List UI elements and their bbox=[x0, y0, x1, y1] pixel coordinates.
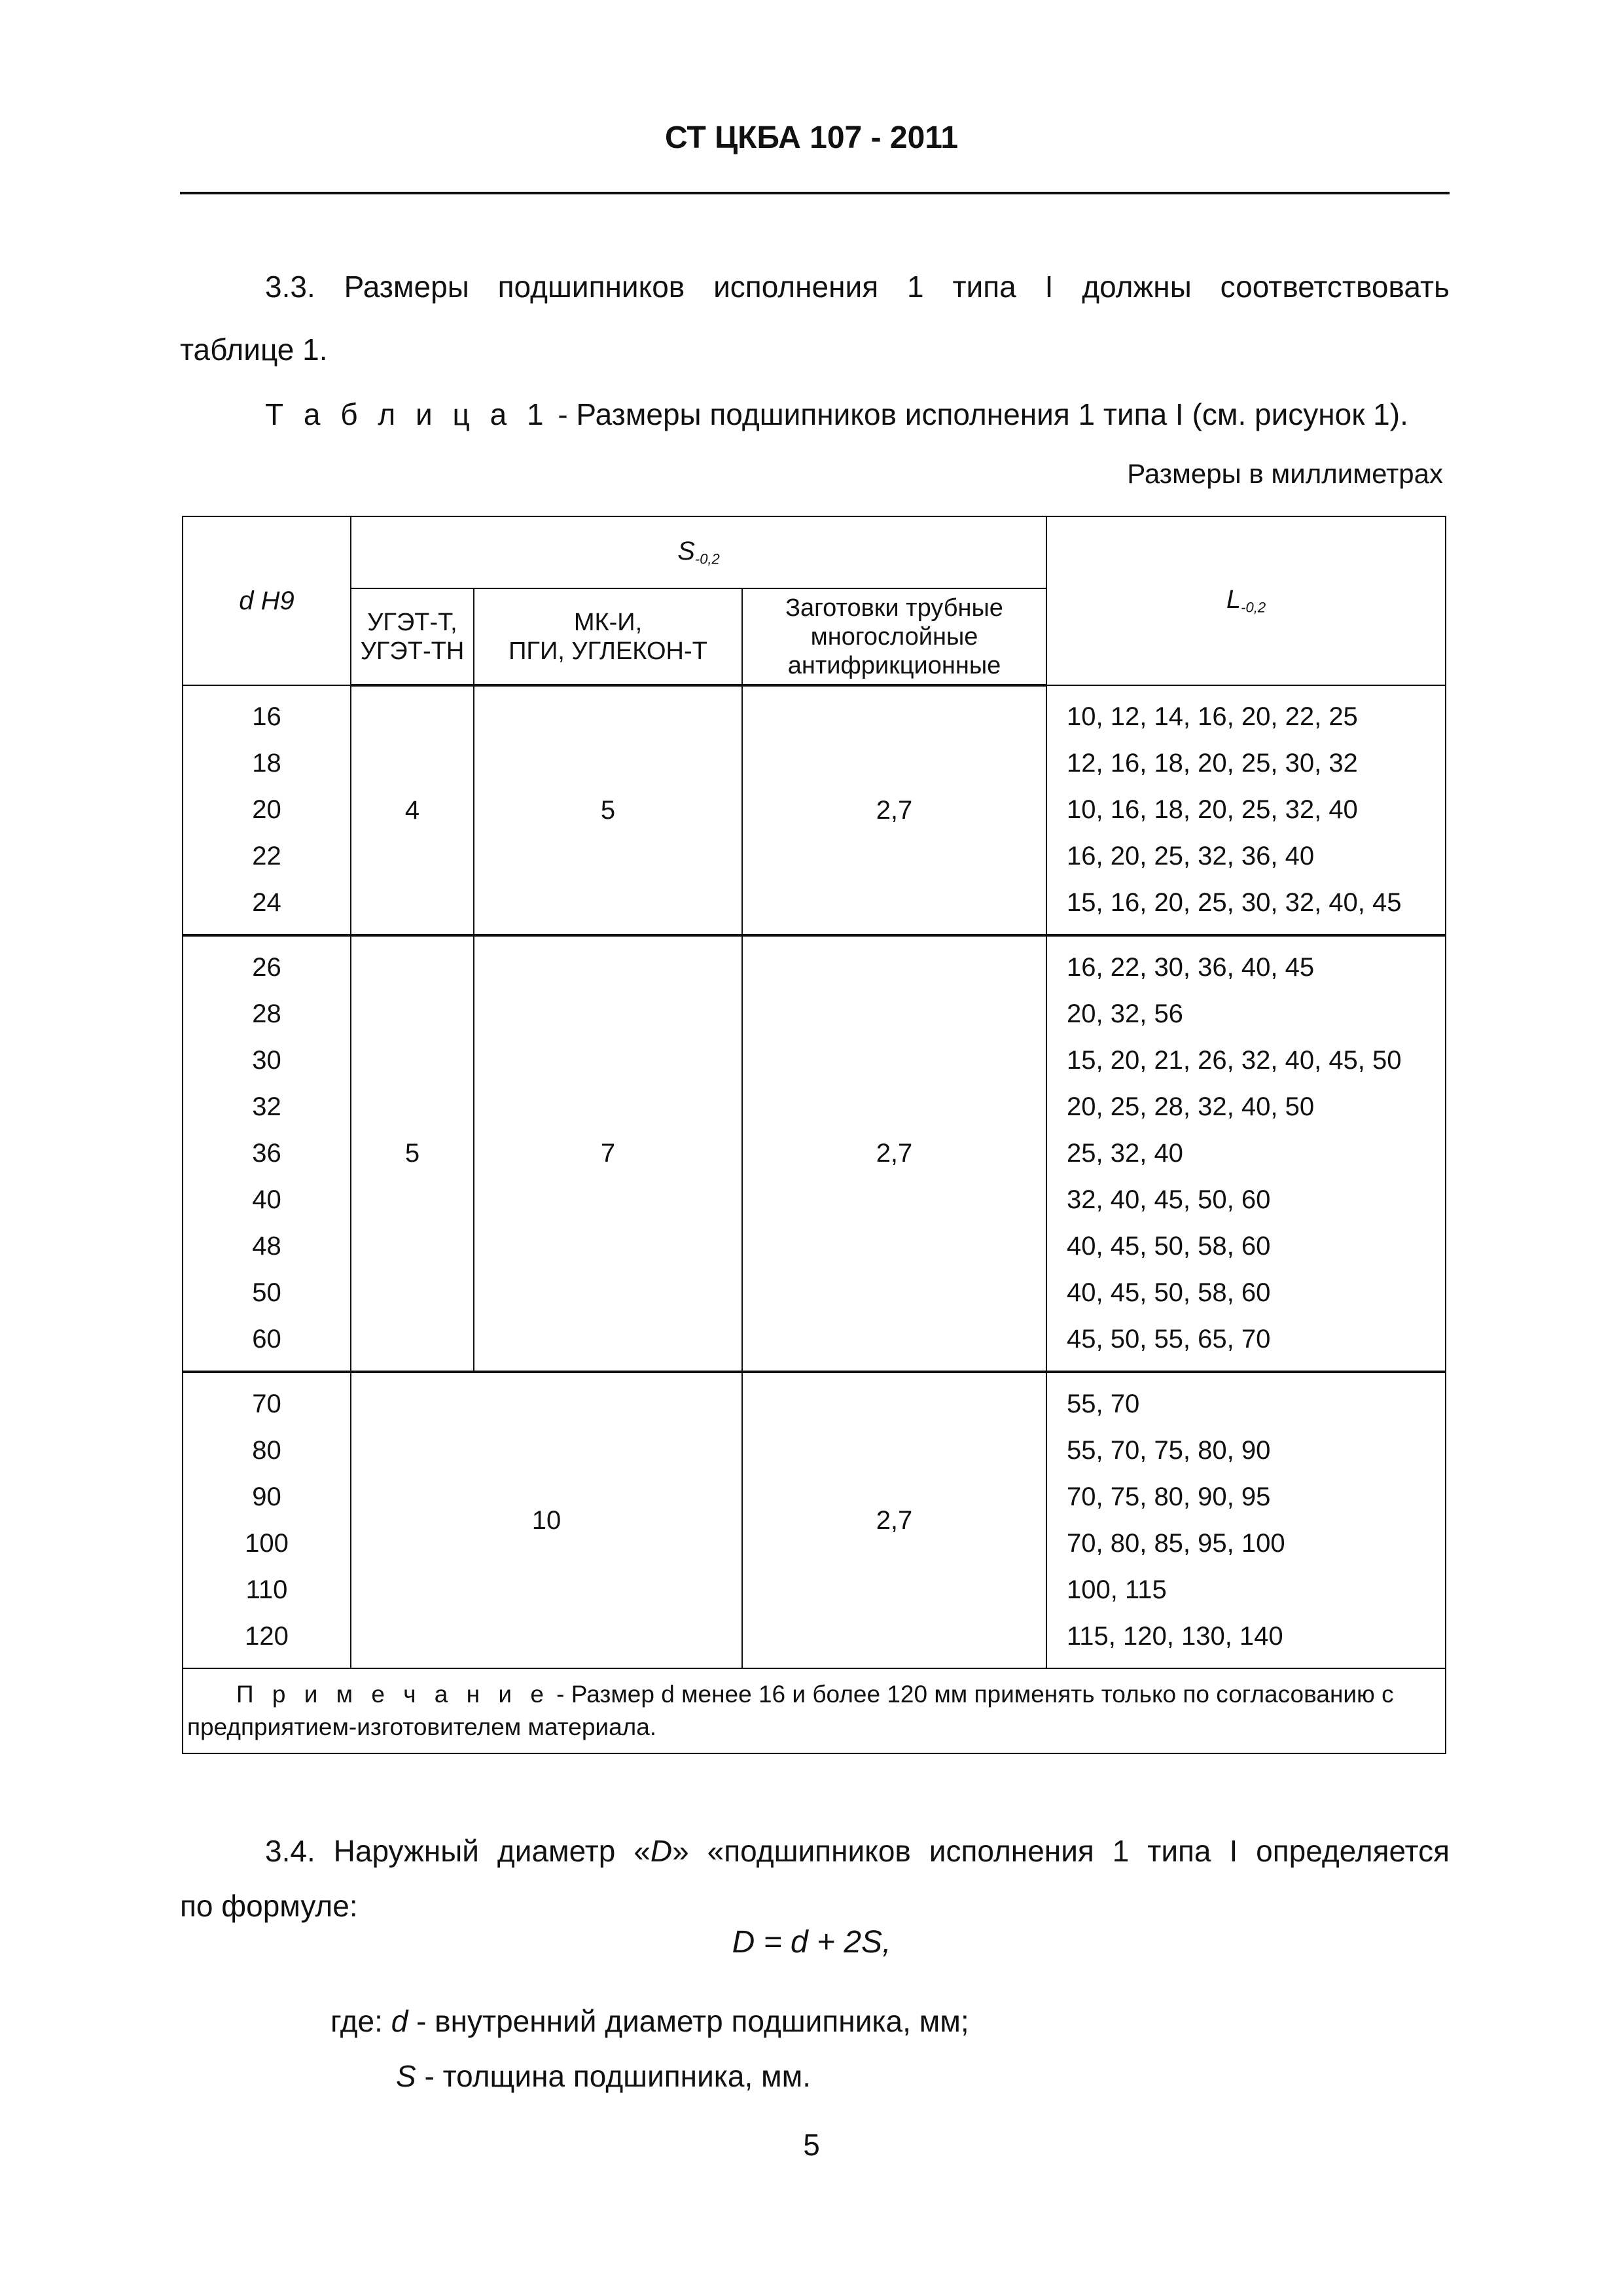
l-values-group-2 bbox=[1046, 935, 1446, 1372]
units-note: Размеры в миллиметрах bbox=[1127, 458, 1443, 489]
table-note-text: - Размер d менее 16 и более 120 мм применять только по согласованию с предприятием-изготовителем материала. bbox=[187, 1681, 1394, 1740]
header-s-group: $S_{-0,2}$ bbox=[351, 516, 1046, 588]
l-value: 70, 80, 85, 95, 100 bbox=[1067, 1529, 1285, 1558]
section-3-3-line1: 3.3. Размеры подшипников исполнения 1 типа I должны соответствовать bbox=[265, 270, 1450, 304]
s1-value-group-1: 4 bbox=[351, 685, 474, 935]
l-value: 15, 16, 20, 25, 30, 32, 40, 45 bbox=[1067, 888, 1402, 917]
d-value: 20 bbox=[252, 795, 281, 824]
s3-value-group-3: 2,7 bbox=[742, 1372, 1046, 1668]
d-value: 30 bbox=[252, 1046, 281, 1075]
var-d: d bbox=[391, 2004, 408, 2038]
table-caption-label: Т а б л и ц а 1 bbox=[265, 397, 550, 431]
s2-value-group-2: 7 bbox=[474, 935, 742, 1372]
table-caption-text: - Размеры подшипников исполнения 1 типа I (см. рисунок 1). bbox=[549, 397, 1408, 431]
d-value: 40 bbox=[252, 1185, 281, 1214]
var-S: S bbox=[396, 2059, 416, 2093]
header-s-col1: УГЭТ-Т, УГЭТ-ТН bbox=[351, 588, 474, 685]
d-value: 48 bbox=[252, 1232, 281, 1261]
l-values-group-3 bbox=[1046, 1372, 1446, 1668]
table-group-1 bbox=[183, 685, 1446, 935]
s1-value-group-2: 5 bbox=[351, 935, 474, 1372]
d-value: 28 bbox=[252, 999, 281, 1028]
d-value: 80 bbox=[252, 1436, 281, 1465]
table-group-3 bbox=[183, 1372, 1446, 1668]
l-value: 16, 22, 30, 36, 40, 45 bbox=[1067, 953, 1315, 982]
d-value: 120 bbox=[245, 1622, 289, 1651]
header-l-col: $L_{-0,2}$ bbox=[1046, 516, 1446, 685]
section-3-4-line2: по формуле: bbox=[180, 1889, 358, 1923]
l-value: 12, 16, 18, 20, 25, 30, 32 bbox=[1067, 749, 1358, 778]
d-value: 90 bbox=[252, 1482, 281, 1511]
d-value: 32 bbox=[252, 1092, 281, 1121]
d-value: 70 bbox=[252, 1390, 281, 1418]
sizes-table bbox=[182, 516, 1446, 1754]
l-value: 40, 45, 50, 58, 60 bbox=[1067, 1278, 1271, 1307]
table-group-2 bbox=[183, 935, 1446, 1372]
header-s-col3: Заготовки трубные многослойные антифрикционные bbox=[742, 588, 1046, 685]
d-value: 60 bbox=[252, 1325, 281, 1354]
d-value: 36 bbox=[252, 1139, 281, 1168]
s3-value-group-1: 2,7 bbox=[742, 685, 1046, 935]
where-d-line: где: d - внутренний диаметр подшипника, мм; bbox=[330, 2004, 969, 2038]
l-value: 115, 120, 130, 140 bbox=[1067, 1622, 1283, 1651]
var-D: D bbox=[650, 1834, 673, 1868]
header-d-col: d H9 bbox=[183, 516, 351, 685]
table-note bbox=[183, 1668, 1446, 1753]
l-value: 25, 32, 40 bbox=[1067, 1139, 1183, 1168]
s2-value-group-1: 5 bbox=[474, 685, 742, 935]
d-value: 26 bbox=[252, 953, 281, 982]
s3-value-group-2: 2,7 bbox=[742, 935, 1046, 1372]
l-value: 40, 45, 50, 58, 60 bbox=[1067, 1232, 1271, 1261]
l-value: 10, 16, 18, 20, 25, 32, 40 bbox=[1067, 795, 1358, 824]
formula: D = d + 2S, bbox=[732, 1925, 891, 1960]
l-value: 16, 20, 25, 32, 36, 40 bbox=[1067, 842, 1315, 870]
table-note-label: П р и м е ч а н и е bbox=[236, 1681, 550, 1708]
l-values-group-1 bbox=[1046, 685, 1446, 935]
section-3-4-line1: 3.4. Наружный диаметр «D» «подшипников исполнения 1 типа I определяется bbox=[265, 1834, 1450, 1868]
d-value: 18 bbox=[252, 749, 281, 778]
page-number: 5 bbox=[803, 2128, 820, 2162]
d-values-group-3 bbox=[183, 1372, 351, 1668]
s12-value-group-3: 10 bbox=[351, 1372, 742, 1668]
l-value: 20, 25, 28, 32, 40, 50 bbox=[1067, 1092, 1315, 1121]
table-caption bbox=[180, 383, 1450, 446]
table-note-row bbox=[183, 1668, 1446, 1753]
d-value: 110 bbox=[245, 1575, 288, 1604]
l-value: 32, 40, 45, 50, 60 bbox=[1067, 1185, 1271, 1214]
l-value: 70, 75, 80, 90, 95 bbox=[1067, 1482, 1271, 1511]
l-value: 15, 20, 21, 26, 32, 40, 45, 50 bbox=[1067, 1046, 1402, 1075]
d-value: 24 bbox=[252, 888, 281, 917]
l-value: 20, 32, 56 bbox=[1067, 999, 1183, 1028]
d-value: 16 bbox=[252, 702, 281, 731]
d-value: 50 bbox=[252, 1278, 281, 1307]
d-value: 100 bbox=[245, 1529, 289, 1558]
d-values-group-1 bbox=[183, 685, 351, 935]
document-header: СТ ЦКБА 107 - 2011 bbox=[664, 120, 959, 155]
where-s-line: S - толщина подшипника, мм. bbox=[396, 2059, 812, 2093]
header-s-col2: МК-И, ПГИ, УГЛЕКОН-Т bbox=[474, 588, 742, 685]
section-3-3-line2: таблице 1. bbox=[180, 332, 328, 367]
header-rule bbox=[180, 192, 1450, 194]
d-value: 22 bbox=[252, 842, 281, 870]
l-value: 55, 70 bbox=[1067, 1390, 1140, 1418]
l-value: 100, 115 bbox=[1067, 1575, 1167, 1604]
l-value: 45, 50, 55, 65, 70 bbox=[1067, 1325, 1271, 1354]
d-values-group-2 bbox=[183, 935, 351, 1372]
l-value: 10, 12, 14, 16, 20, 22, 25 bbox=[1067, 702, 1358, 731]
l-value: 55, 70, 75, 80, 90 bbox=[1067, 1436, 1271, 1465]
